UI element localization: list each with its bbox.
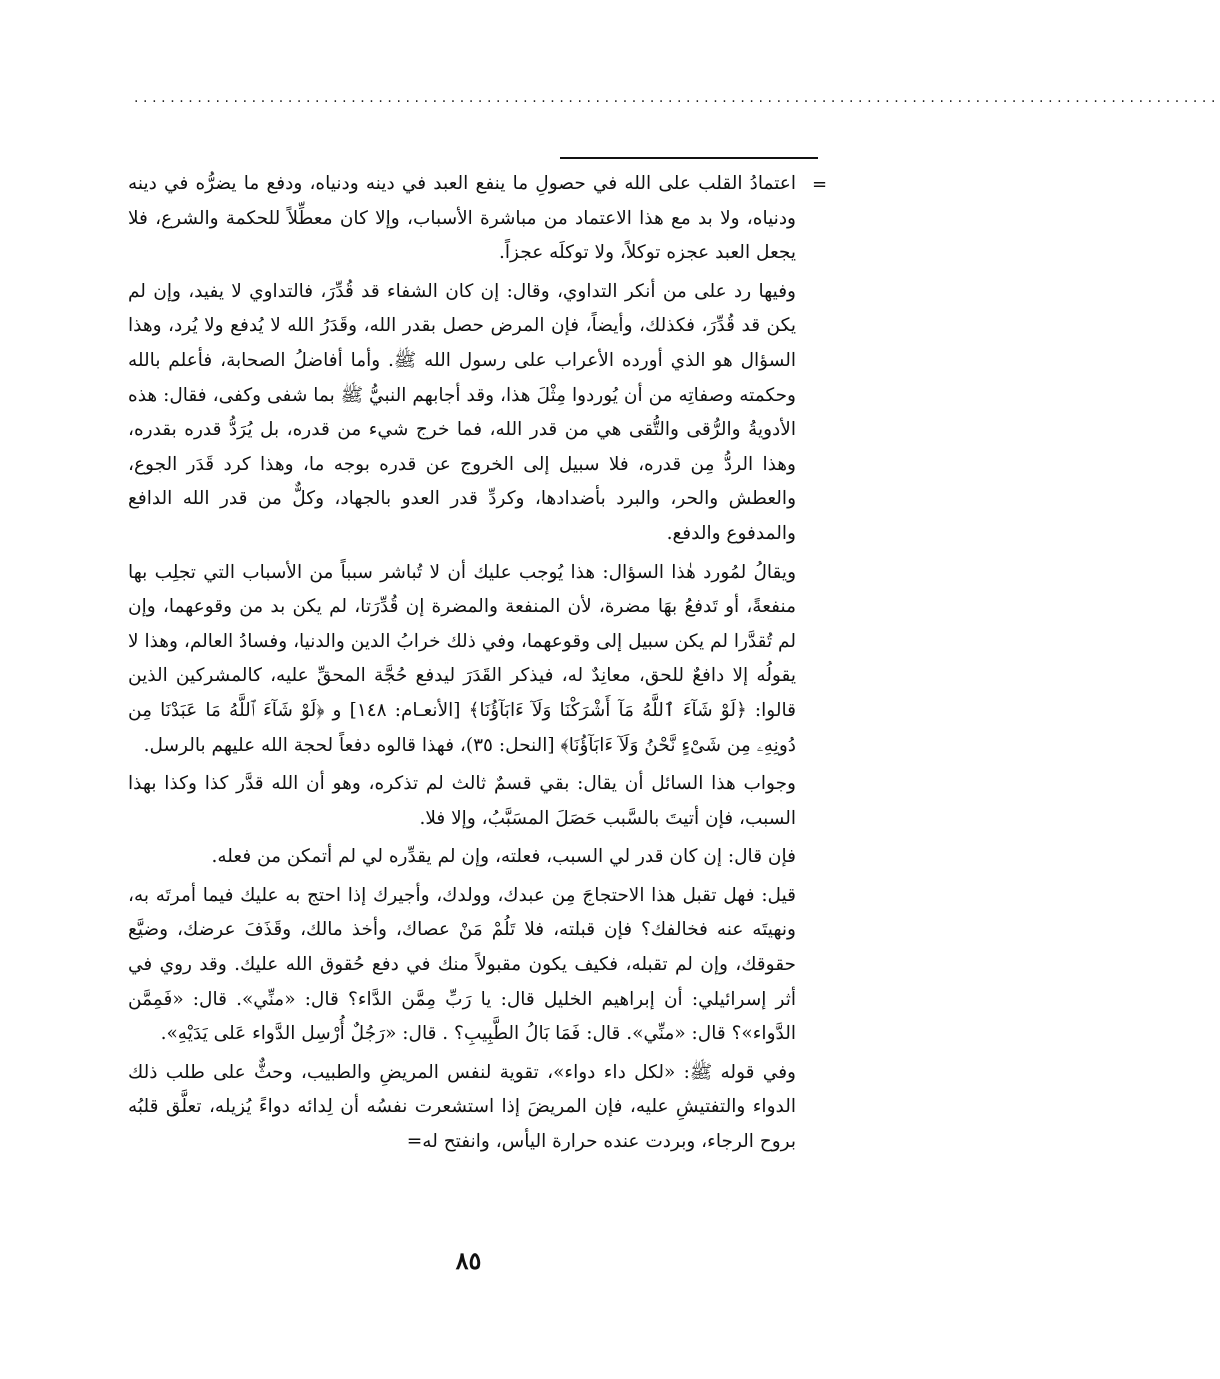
header-dot-rule: ........................................................................................................................ xyxy=(134,90,1220,106)
footnote-paragraph-3: ويقالُ لمُورد هٰذا السؤال: هذا يُوجب عليك أن لا تُباشر سبباً من الأسباب التي تجلِب بها منفعةً، أو تَدفعُ بهَا مضرة، لأن المنفعة والمضرة إن قُدِّرَتا، لم يكن بد من وقوعهما، وإن لم تُقدَّرا لم يكن سبيل إلى وقوعهما، وفي ذلك خرابُ الدين والدنيا، وفسادُ العالم، وهذا لا يقولُه إلا دافعٌ للحق، معانِدٌ له، فيذكر القَدَرَ ليدفع حُجَّة المحقِّ عليه، كالمشركين الذين قالوا: ﴿لَوْ شَآءَ ٱللَّهُ مَآ أَشْرَكْنَا وَلَآ ءَابَآؤُنَا﴾ [الأنعـام: ١٤٨] و ﴿لَوْ شَآءَ ٱللَّهُ مَا عَبَدْنَا مِن دُونِهِۦ مِن شَىْءٍ نَّحْنُ وَلَآ ءَابَآؤُنَا﴾ [النحل: ٣٥)، فهذا قالوه دفعاً لحجة الله عليهم بالرسل. xyxy=(128,561,796,756)
footnote-continuation-mark: = xyxy=(812,174,828,195)
footnote-text xyxy=(128,167,796,1160)
footnote-paragraph-7: وفي قوله ﷺ: «لكل داء دواء»، تقوية لنفس المريضِ والطبيب، وحثٌّ على طلب ذلك الدواء والتفتيشِ عليه، فإن المريضَ إذا استشعرت نفسُه أن لِدائه دواءً يُزيله، تعلَّق قلبُه بروح الرجاء، وبردت عنده حرارة اليأس، وانفتح له= xyxy=(128,1061,796,1153)
footnote-paragraph-1: اعتمادُ القلب على الله في حصولِ ما ينفع العبد في دينه ودنياه، ودفع ما يضرُّه في دينه ودنياه، ولا بد مع هذا الاعتماد من مباشرة الأسباب، وإلا كان معطِّلاً للحكمة والشرع، فلا يجعل العبد عجزه توكلاً، ولا توكلَه عجزاً. xyxy=(128,173,796,264)
footnote-paragraph-4: وجواب هذا السائل أن يقال: بقي قسمٌ ثالث لم تذكره، وهو أن الله قدَّر كذا وكذا بهذا السبب، فإن أتيتَ بالسَّبب حَصَلَ المسَبَّبُ، وإلا فلا. xyxy=(128,773,796,829)
footnote-paragraph-6: قيل: فهل تقبل هذا الاحتجاجَ مِن عبدك، وولدك، وأجيرك إذا احتج به عليك فيما أمرتَه به، ونهيتَه عنه فخالفك؟ فإن قبلته، فلا تَلُمْ مَنْ عصاك، وأخذ مالك، وقَذَفَ عرضك، وضيَّع حقوقك، وإن لم تقبله، فكيف يكون مقبولاً منك في دفع حُقوق الله عليك. وقد روي في أثر إسرائيلي: أن إبراهيم الخليل قال: يا رَبِّ مِمَّن الدَّاء؟ قال: «منِّي». قال: «فَمِمَّن الدَّواء»؟ قال: «منِّي». قال: فَمَا بَالُ الطَّبِيبِ؟ . قال: «رَجُلٌ أُرْسِل الدَّواء عَلى يَدَيْهِ». xyxy=(128,884,796,1045)
footnote-paragraph-2: وفيها رد على من أنكر التداوي، وقال: إن كان الشفاء قد قُدِّرَ، فالتداوي لا يفيد، وإن لم يكن قد قُدِّرَ، فكذلك، وأيضاً، فإن المرض حصل بقدر الله، وقَدَرُ الله لا يُدفع ولا يُرد، وهذا السؤال هو الذي أورده الأعراب على رسول الله ﷺ. وأما أفاضلُ الصحابة، فأعلم بالله وحكمته وصفاتِه من أن يُوردوا مِثْلَ هذا، وقد أجابهم النبيُّ ﷺ بما شفى وكفى، فقال: هذه الأدويةُ والرُّقى والتُّقى هي من قدر الله، فما خرج شيء من قدره، بل يُرَدُّ قدره بقدره، وهذا الردُّ مِن قدره، فلا سبيل إلى الخروج عن قدره بوجه ما، وهذا كرد قَدَر الجوع، والعطش والحر، والبرد بأضدادها، وكردِّ قدر العدو بالجهاد، وكلٌّ من قدر الله الدافع والمدفوع والدفع. xyxy=(128,280,796,544)
footnote-separator-line xyxy=(560,157,818,159)
footnote-paragraph-5: فإن قال: إن كان قدر لي السبب، فعلته، وإن لم يقدِّره لي لم أتمكن من فعله. xyxy=(211,846,796,868)
page-number: ٨٥ xyxy=(455,1246,482,1275)
